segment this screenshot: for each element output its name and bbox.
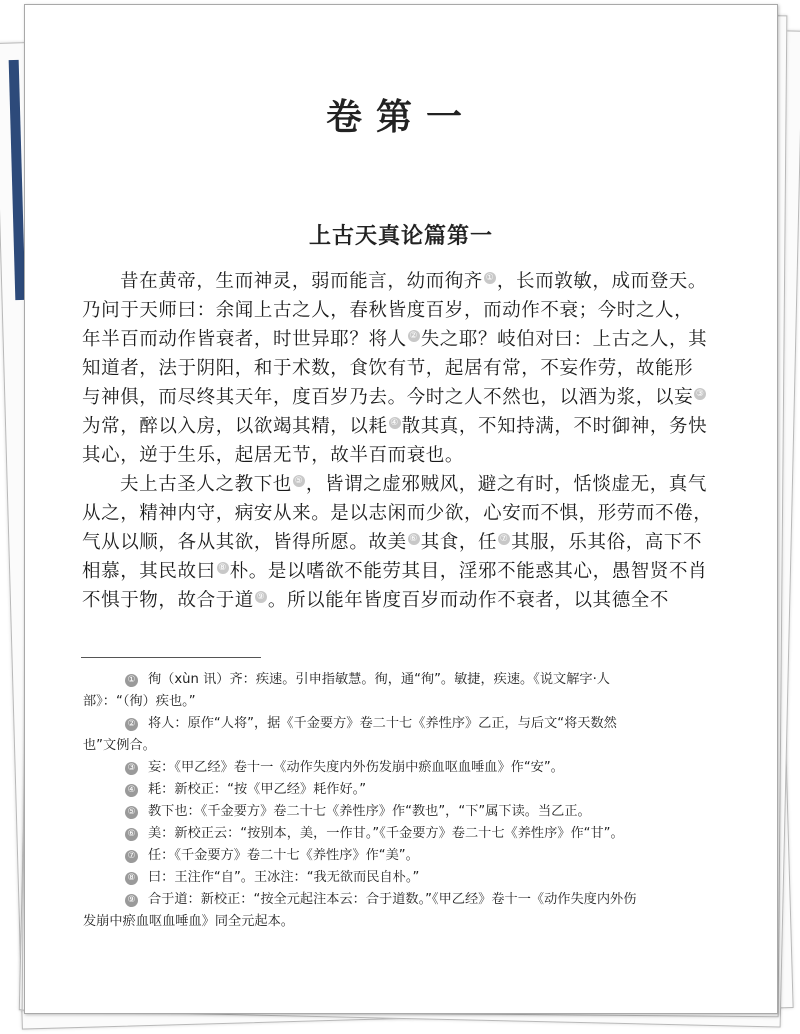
body-text-segment: 朴。是以嗜欲不能劳其目，淫邪不能惑其心，愚智贤不肖	[229, 561, 708, 582]
body-text-segment: ，长而敦敏，成而登天。	[496, 271, 708, 292]
body-text-segment: 昔在黄帝，生而神灵，弱而能言，幼而徇齐	[120, 271, 483, 292]
footnote-line	[83, 779, 733, 801]
body-line	[82, 412, 746, 441]
body-text-segment: 失之耶？岐伯对曰：上古之人，其	[420, 329, 708, 350]
body-line	[82, 354, 746, 383]
body-line	[82, 557, 746, 586]
footnote-number: ②	[125, 718, 138, 731]
footnote-line	[83, 911, 733, 933]
footnote-divider	[81, 657, 261, 658]
body-text-segment: 气从以顺，各从其欲，皆得所愿。故美	[82, 532, 407, 553]
footnote-marker: ④	[390, 418, 399, 428]
footnote-text: 教下也：《千金要方》卷二十七《养性序》作“教也”，“下”属下读。当乙正。	[148, 804, 591, 819]
footnote-line	[83, 845, 733, 867]
body-line	[82, 499, 746, 528]
body-text-segment: 其食，任	[420, 532, 498, 553]
footnote-number: ⑨	[125, 894, 138, 907]
footnote-number: ③	[125, 762, 138, 775]
footnote-text: 任：《千金要方》卷二十七《养性序》作“美”。	[148, 848, 419, 863]
footnote-line	[83, 691, 733, 713]
body-text-segment: 夫上古圣人之教下也	[120, 474, 292, 495]
body-text-segment: 为常，醉以入房，以欲竭其精，以耗	[82, 416, 388, 437]
footnote-text: 合于道：新校正：“按全元起注本云：合于道数。”《甲乙经》卷十一《动作失度内外伤	[148, 892, 637, 907]
footnote-line	[83, 801, 733, 823]
body-line	[82, 383, 746, 412]
body-text-segment: 其服，乐其俗，高下不	[511, 532, 703, 553]
footnote-marker: ①	[485, 273, 495, 283]
footnote-text: 发崩中瘀血呕血唾血》同全元起本。	[83, 914, 294, 929]
body-text-segment: ，皆谓之虚邪贼风，避之有时，恬惔虚无，真气	[305, 474, 708, 495]
footnote-text: 耗：新校正：“按《甲乙经》耗作好。”	[148, 782, 367, 797]
footnotes	[83, 669, 733, 933]
body-line	[82, 586, 746, 615]
body-text-segment: 相慕，其民故曰	[82, 561, 216, 582]
footnote-text: 曰：王注作“自”。王冰注：“我无欲而民自朴。”	[148, 870, 420, 885]
body-text-segment: 乃问于天师曰：余闻上古之人，春秋皆度百岁，而动作不衰；今时之人，	[82, 300, 694, 321]
footnote-line	[83, 867, 733, 889]
footnote-number: ①	[125, 674, 138, 687]
body-line	[82, 470, 746, 499]
footnote-text: 部》：“（徇）疾也。”	[83, 694, 196, 709]
body-line	[82, 267, 746, 296]
body-text-segment: 其心，逆于生乐，起居无节，故半百而衰也。	[82, 445, 465, 466]
footnote-line	[83, 757, 733, 779]
footnote-text: 也”文例合。	[83, 738, 156, 753]
footnote-marker: ⑤	[294, 476, 304, 486]
footnote-number: ⑥	[125, 828, 138, 841]
footnote-marker: ⑥	[409, 534, 419, 544]
footnote-number: ④	[125, 784, 138, 797]
footnote-line	[83, 669, 733, 691]
footnote-line	[83, 713, 733, 735]
body-text-segment: 知道者，法于阴阳，和于术数，食饮有节，起居有常，不妄作劳，故能形	[82, 358, 694, 379]
body-text-segment: 从之，精神内守，病安从来。是以志闲而少欲，心安而不惧，形劳而不倦，	[82, 503, 713, 524]
body-line	[82, 296, 746, 325]
body-line	[82, 441, 746, 470]
footnote-line	[83, 823, 733, 845]
footnote-marker: ⑧	[218, 563, 228, 573]
footnote-number: ⑧	[125, 872, 138, 885]
body-text-segment: 散其真，不知持满，不时御神，务快	[401, 416, 708, 437]
section-title: 上古天真论篇第一	[308, 224, 493, 249]
footnote-number: ⑦	[125, 850, 138, 863]
footnote-text: 美：新校正云：“按别本，美，一作甘。”《千金要方》卷二十七《养性序》作“甘”。	[148, 826, 624, 841]
footnote-number: ⑤	[125, 806, 138, 819]
footnote-marker: ⑨	[256, 592, 266, 602]
body-line	[82, 528, 746, 557]
footnote-marker: ②	[409, 331, 419, 341]
body-text-segment: 年半百而动作皆衰者，时世异耶？将人	[82, 329, 407, 350]
body-text	[82, 267, 746, 615]
body-line	[82, 325, 746, 354]
footnote-marker: ⑦	[499, 534, 509, 544]
footnote-text: 妄：《甲乙经》卷十一《动作失度内外伤发崩中瘀血呕血唾血》作“安”。	[148, 760, 564, 775]
footnote-line	[83, 735, 733, 757]
body-text-segment: 不惧于物，故合于道	[82, 590, 254, 611]
footnote-line	[83, 889, 733, 911]
body-text-segment: 。所以能年皆度百岁而动作不衰者，以其德全不	[267, 590, 670, 611]
chapter-title: 卷第一	[325, 96, 476, 138]
footnote-text: 徇（xùn 讯）齐：疾速。引申指敏慧。徇，通“徇”。敏捷，疾速。《说文解字·人	[148, 672, 610, 687]
document-page	[24, 4, 778, 1014]
footnote-text: 将人：原作“人将”，据《千金要方》卷二十七《养性序》乙正，与后文“将天数然	[148, 716, 617, 731]
body-text-segment: 与神俱，而尽终其天年，度百岁乃去。今时之人不然也，以酒为浆，以妄	[82, 387, 694, 408]
footnote-marker: ③	[695, 389, 705, 399]
